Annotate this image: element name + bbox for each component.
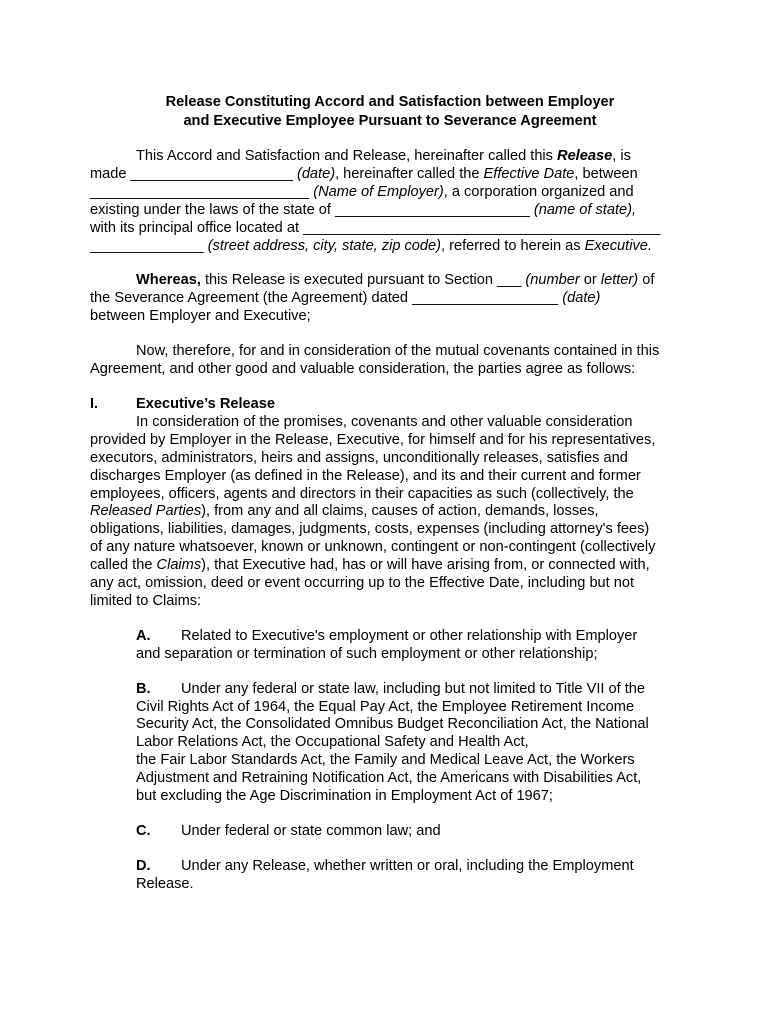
section-line: discharges Employer (as defined in the Release), and its and their current and former	[90, 467, 641, 484]
section-executive-release	[90, 396, 690, 611]
section-line: of any nature whatsoever, known or unknown, contingent or non-contingent (collectively	[90, 539, 656, 556]
section-line: obligations, liabilities, damages, judgments, costs, expenses (including attorney's fees)	[90, 521, 650, 538]
section-line: executors, administrators, heirs and assigns, unconditionally releases, satisfies and	[90, 449, 628, 466]
whereas-line: the Severance Agreement (the Agreement) dated __________________ (date)	[90, 290, 601, 307]
list-item-a: A. Related to Executive's employment or other relationship with Employer and separation or termination of such employment or other relationship;	[136, 627, 638, 662]
section-line: called the Claims), that Executive had, has or will have arising from, or connected with,	[90, 557, 650, 574]
document-page	[90, 93, 690, 894]
title-line-1: Release Constituting Accord and Satisfaction between Employer	[165, 94, 615, 110]
intro-line: ______________ (street address, city, state, zip code), referred to herein as Executive.	[90, 237, 652, 254]
document-title	[90, 93, 690, 130]
now-line: Agreement, and other good and valuable consideration, the parties agree as follows:	[90, 361, 636, 378]
section-line: In consideration of the promises, covenants and other valuable consideration	[136, 413, 633, 430]
list-item-c: C. Under federal or state common law; and	[136, 823, 441, 839]
item-label: B.	[136, 680, 151, 697]
item-label: A.	[136, 627, 151, 644]
section-line: employees, officers, agents and directors in their capacities as such (collectively, the	[90, 485, 634, 502]
whereas-line: Whereas, this Release is executed pursuant to Section ___ (number or letter) of	[136, 272, 655, 289]
whereas-paragraph	[90, 272, 690, 326]
intro-line: This Accord and Satisfaction and Release, hereinafter called this Release, is	[136, 148, 631, 164]
item-label: D.	[136, 857, 151, 874]
section-heading	[90, 396, 690, 414]
section-line: Released Parties), from any and all claims, causes of action, demands, losses,	[90, 503, 599, 520]
intro-line: made ____________________ (date), hereinafter called the Effective Date, between	[90, 165, 638, 182]
whereas-line: between Employer and Executive;	[90, 308, 311, 325]
section-line: provided by Employer in the Release, Executive, for himself and for his representatives,	[90, 431, 656, 448]
section-line: limited to Claims:	[90, 592, 202, 609]
section-line: any act, omission, deed or event occurring up to the Effective Date, including but not	[90, 575, 635, 592]
list-item-d: D. Under any Release, whether written or oral, including the Employment Release.	[136, 857, 634, 892]
section-number: I.	[90, 395, 99, 412]
intro-line: with its principal office located at ____________________________________________	[90, 219, 661, 236]
intro-line: existing under the laws of the state of ________________________ (name of state),	[90, 201, 637, 218]
item-label: C.	[136, 823, 151, 839]
list-item-b: B. Under any federal or state law, including but not limited to Title VII of the Civil Rights Act of 1964, the Equal Pay Act, the Employee Retirement Income Security Act, the Consolidated Omnibus Budget Reconciliation Act, the National Labor Relations Act, the Occupational Safety and Health Act, the Fair Labor Standards Act, the Family and Medical Leave Act, the Workers Adjustment and Retraining Notification Act, the Americans with Disabilities Act, but excluding the Age Discrimination in Employment Act of 1967;	[136, 680, 649, 805]
section-title: Executive’s Release	[136, 395, 276, 412]
now-line: Now, therefore, for and in consideration of the mutual covenants contained in this	[136, 343, 660, 360]
title-line-2: and Executive Employee Pursuant to Severance Agreement	[183, 112, 597, 129]
now-therefore-paragraph	[90, 343, 690, 379]
intro-line: ___________________________ (Name of Employer), a corporation organized and	[90, 183, 634, 200]
intro-paragraph	[90, 148, 690, 255]
